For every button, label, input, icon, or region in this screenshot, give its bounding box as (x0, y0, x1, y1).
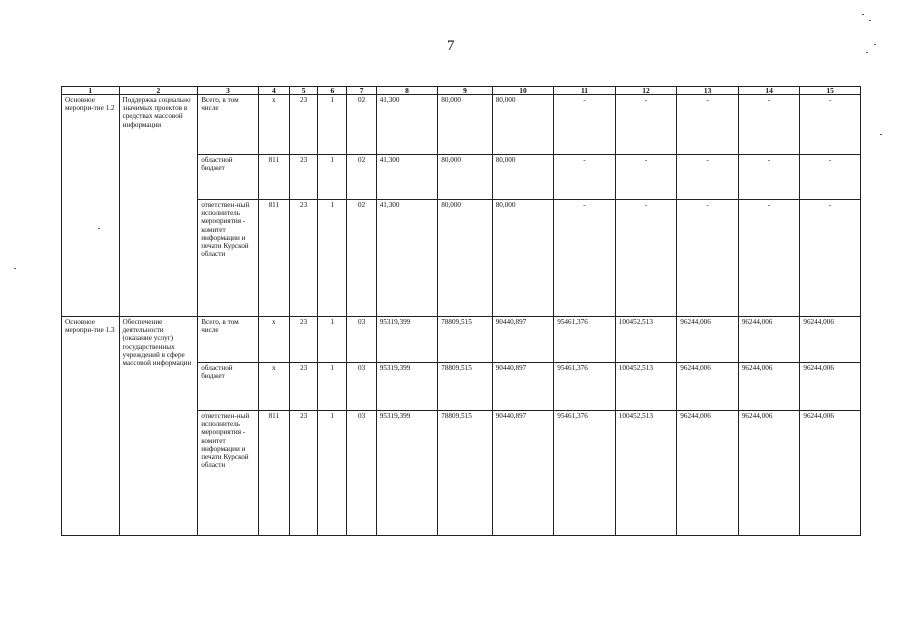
value-cell: - (554, 95, 616, 155)
activity-cell: Основное меропри-тие 1.3 (62, 317, 120, 536)
code-cell: 02 (347, 200, 376, 317)
column-header: 5 (289, 87, 317, 95)
value-cell: 95461,376 (554, 363, 616, 411)
column-header: 14 (738, 87, 800, 95)
header-row (62, 87, 861, 95)
value-cell: 90440,897 (492, 317, 554, 363)
code-cell: 1 (318, 363, 347, 411)
value-cell: - (677, 155, 739, 200)
value-cell: 90440,897 (492, 411, 554, 536)
value-cell: 95461,376 (554, 317, 616, 363)
table-row (62, 95, 861, 155)
value-cell: - (554, 200, 616, 317)
value-cell: 80,000 (492, 95, 554, 155)
source-cell: областной бюджет (198, 155, 259, 200)
code-cell: 1 (318, 411, 347, 536)
column-header: 7 (347, 87, 376, 95)
code-cell: 03 (347, 411, 376, 536)
value-cell: - (800, 155, 861, 200)
value-cell: 41,300 (376, 200, 438, 317)
page-number: 7 (447, 38, 455, 54)
table-row (62, 317, 861, 363)
column-header: 15 (800, 87, 861, 95)
value-cell: 100452,513 (615, 363, 677, 411)
code-cell: 23 (289, 200, 317, 317)
value-cell: - (738, 200, 800, 317)
value-cell: - (738, 95, 800, 155)
value-cell: 96244,006 (677, 363, 739, 411)
value-cell: 78809,515 (438, 363, 492, 411)
column-header: 6 (318, 87, 347, 95)
value-cell: 78809,515 (438, 317, 492, 363)
scan-speck (862, 14, 864, 15)
value-cell: 80,000 (438, 95, 492, 155)
code-cell: 1 (318, 200, 347, 317)
activity-cell: Основное меропри-тие 1.2 (62, 95, 120, 317)
column-header: 12 (615, 87, 677, 95)
value-cell: 41,300 (376, 155, 438, 200)
scan-speck (866, 52, 868, 53)
code-cell: 03 (347, 317, 376, 363)
description-cell: Обеспечение деятельности (оказание услуг) государственных учреждений в сфере массовой информации (119, 317, 198, 536)
value-cell: 96244,006 (800, 411, 861, 536)
scan-speck (874, 44, 876, 45)
value-cell: 100452,513 (615, 317, 677, 363)
source-cell: Всего, в том числе (198, 95, 259, 155)
value-cell: 95319,399 (376, 317, 438, 363)
grbs-cell: х (258, 317, 289, 363)
value-cell: 96244,006 (677, 317, 739, 363)
column-header: 10 (492, 87, 554, 95)
column-header: 1 (62, 87, 120, 95)
grbs-cell: х (258, 363, 289, 411)
grbs-cell: х (258, 95, 289, 155)
source-cell: ответствен-ный исполнитель мероприятия - комитет информации и печати Курской области (198, 200, 259, 317)
value-cell: 78809,515 (438, 411, 492, 536)
value-cell: - (800, 200, 861, 317)
column-header: 2 (119, 87, 198, 95)
code-cell: 03 (347, 363, 376, 411)
value-cell: 96244,006 (738, 363, 800, 411)
scan-speck (14, 268, 16, 269)
value-cell: - (615, 200, 677, 317)
code-cell: 23 (289, 317, 317, 363)
column-header: 13 (677, 87, 739, 95)
value-cell: 96244,006 (677, 411, 739, 536)
value-cell: 96244,006 (800, 317, 861, 363)
value-cell: 90440,897 (492, 363, 554, 411)
source-cell: ответствен-ный исполнитель мероприятия - комитет информации и печати Курской области (198, 411, 259, 536)
column-header: 11 (554, 87, 616, 95)
grbs-cell: 811 (258, 200, 289, 317)
value-cell: 41,300 (376, 95, 438, 155)
value-cell: 96244,006 (738, 411, 800, 536)
value-cell: 80,000 (492, 155, 554, 200)
grbs-cell: 811 (258, 155, 289, 200)
value-cell: 80,000 (492, 200, 554, 317)
column-header: 8 (376, 87, 438, 95)
value-cell: - (677, 200, 739, 317)
value-cell: 95461,376 (554, 411, 616, 536)
code-cell: 02 (347, 95, 376, 155)
column-header: 3 (198, 87, 259, 95)
value-cell: - (800, 95, 861, 155)
value-cell: 96244,006 (738, 317, 800, 363)
value-cell: - (615, 155, 677, 200)
code-cell: 23 (289, 411, 317, 536)
scan-speck (869, 20, 871, 21)
scan-speck (880, 134, 882, 135)
value-cell: 95319,399 (376, 411, 438, 536)
code-cell: 23 (289, 363, 317, 411)
source-cell: областной бюджет (198, 363, 259, 411)
source-cell: Всего, в том числе (198, 317, 259, 363)
code-cell: 1 (318, 317, 347, 363)
code-cell: 23 (289, 95, 317, 155)
value-cell: - (615, 95, 677, 155)
value-cell: 96244,006 (800, 363, 861, 411)
value-cell: 100452,513 (615, 411, 677, 536)
value-cell: 95319,399 (376, 363, 438, 411)
value-cell: - (677, 95, 739, 155)
value-cell: 80,000 (438, 200, 492, 317)
column-header: 9 (438, 87, 492, 95)
code-cell: 1 (318, 95, 347, 155)
value-cell: - (738, 155, 800, 200)
value-cell: 80,000 (438, 155, 492, 200)
code-cell: 02 (347, 155, 376, 200)
description-cell: Поддержка социально значимых проектов в средствах массовой информации (119, 95, 198, 317)
grbs-cell: 811 (258, 411, 289, 536)
code-cell: 1 (318, 155, 347, 200)
budget-table (61, 86, 861, 536)
column-header: 4 (258, 87, 289, 95)
value-cell: - (554, 155, 616, 200)
code-cell: 23 (289, 155, 317, 200)
